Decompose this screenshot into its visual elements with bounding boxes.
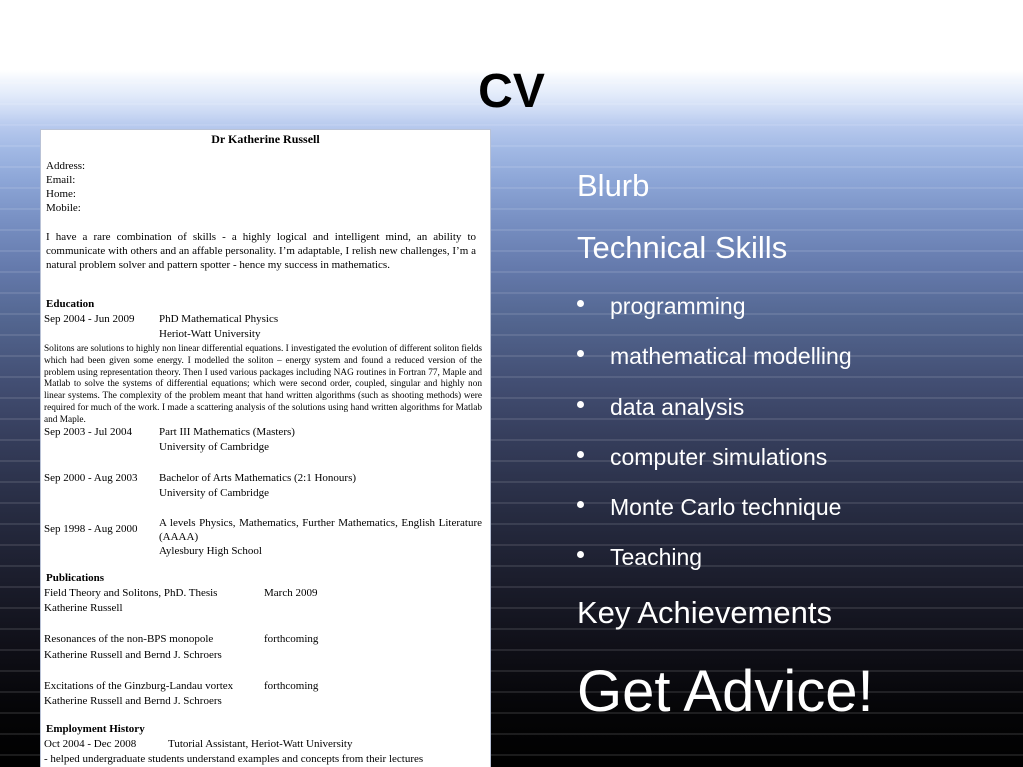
bullet-icon — [577, 501, 584, 508]
heading-technical-skills: Technical Skills — [577, 230, 788, 265]
cv-alevels-degree: A levels Physics, Mathematics, Further Mathematics, English Literature (AAAA) — [159, 517, 482, 543]
cv-contact-email: Email: — [46, 174, 76, 186]
cv-part3-degree: Part III Mathematics (Masters) — [159, 426, 295, 438]
cv-alevels-dates: Sep 1998 - Aug 2000 — [44, 523, 138, 535]
cv-ba-dates: Sep 2000 - Aug 2003 — [44, 472, 138, 484]
heading-get-advice: Get Advice! — [577, 659, 874, 724]
cv-employment-detail: - helped undergraduate students understand examples and concepts from their lectures — [44, 753, 424, 765]
cv-alevels-institution: Aylesbury High School — [159, 545, 262, 557]
cv-pub-authors: Katherine Russell and Bernd J. Schroers — [44, 695, 222, 707]
cv-blurb: I have a rare combination of skills - a highly logical and intelligent mind, an ability to communicate with others and an affable personality. I’m adaptable, I relish new challenges, I’m a natural problem solver and pattern spotter - hence my success in mathematics. — [46, 231, 476, 271]
cv-pub-title: Excitations of the Ginzburg-Landau vortex — [44, 680, 234, 692]
bullet-icon — [577, 451, 584, 458]
cv-pub-authors: Katherine Russell — [44, 602, 123, 614]
cv-contact-mobile: Mobile: — [46, 202, 81, 214]
cv-pub-date: March 2009 — [264, 587, 318, 599]
cv-employment-heading: Employment History — [46, 723, 145, 735]
cv-name: Dr Katherine Russell — [211, 132, 320, 146]
bullet-icon — [577, 551, 584, 558]
cv-contact-home: Home: — [46, 188, 76, 200]
cv-employment-dates: Oct 2004 - Dec 2008 — [44, 738, 137, 750]
cv-phd-degree: PhD Mathematical Physics — [159, 313, 279, 325]
cv-pub-date: forthcoming — [264, 680, 319, 692]
cv-pub-title: Resonances of the non-BPS monopole — [44, 633, 214, 645]
cv-part3-dates: Sep 2003 - Jul 2004 — [44, 426, 132, 438]
slide-title: CV — [478, 65, 545, 118]
cv-phd-description: Solitons are solutions to highly non linear differential equations. I investigated the evolution of different soliton fields which had been given some energy. I modelled the soliton – energy system and found a reduced version of the problem using representation theory. Then I used various packages including NAG routines in Fortran 77, Maple and Matlab to solve the systems of differential equations; which were second order, coupled, singular and highly non linear systems. The complexity of the problem meant that hand written algorithms (such as shooting methods) were required for much of the work. I made a scattering analysis of the solutions using hand written algorithms for Matlab and Maple. — [44, 344, 482, 425]
cv-ba-institution: University of Cambridge — [159, 487, 269, 499]
bullet-icon — [577, 350, 584, 357]
cv-pub-authors: Katherine Russell and Bernd J. Schroers — [44, 649, 222, 661]
cv-document — [40, 129, 491, 767]
bullet-panel: Blurb Technical Skills programming mathematical modelling data analysis computer simulations Monte Carlo technique Teaching Key Achievements Get Advice! — [577, 168, 874, 724]
cv-contact-address: Address: — [46, 160, 86, 172]
heading-blurb: Blurb — [577, 168, 650, 203]
cv-education-heading: Education — [46, 298, 95, 310]
cv-ba-degree: Bachelor of Arts Mathematics (2:1 Honours) — [159, 472, 357, 484]
heading-key-achievements: Key Achievements — [577, 595, 833, 630]
cv-pub-date: forthcoming — [264, 633, 319, 645]
bullet-icon — [577, 401, 584, 408]
bullet-icon — [577, 300, 584, 307]
cv-phd-dates: Sep 2004 - Jun 2009 — [44, 313, 135, 325]
cv-phd-institution: Heriot-Watt University — [159, 328, 261, 340]
cv-part3-institution: University of Cambridge — [159, 441, 269, 453]
cv-employment-role: Tutorial Assistant, Heriot-Watt University — [168, 738, 353, 750]
cv-publications-heading: Publications — [46, 572, 105, 584]
cv-pub-title: Field Theory and Solitons, PhD. Thesis — [44, 587, 218, 599]
